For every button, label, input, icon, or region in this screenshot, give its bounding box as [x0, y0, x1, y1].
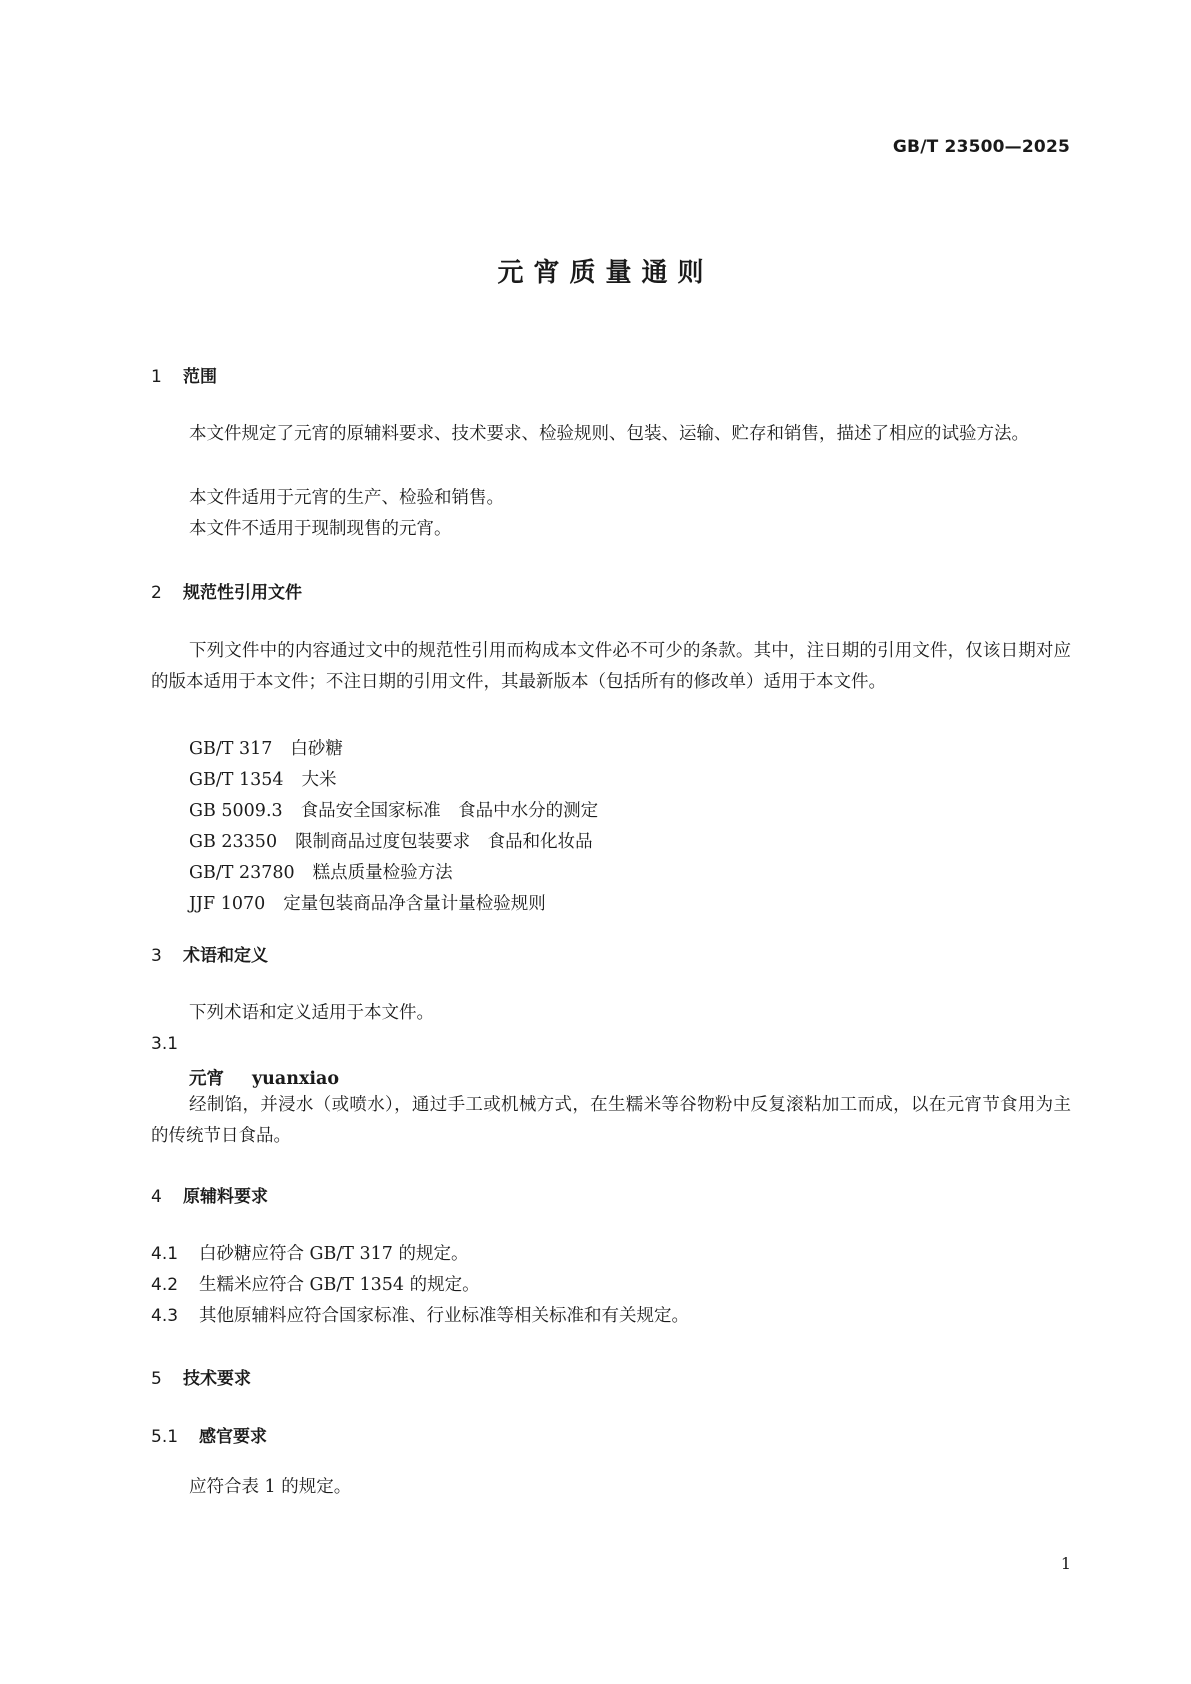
reference-name: 大米 [301, 770, 337, 790]
section-title: 范围 [183, 367, 217, 387]
clause-number: 4.3 [151, 1306, 179, 1326]
section-title: 技术要求 [183, 1369, 251, 1389]
reference-code: GB 23350 [189, 832, 278, 852]
section-3-heading [151, 941, 268, 966]
reference-name: 限制商品过度包装要求 食品和化妆品 [295, 832, 593, 852]
reference-code: GB/T 317 [189, 739, 273, 759]
page-number: 1 [1060, 1554, 1071, 1573]
term-chinese: 元宵 [189, 1069, 224, 1089]
clause [151, 1240, 469, 1265]
reference-code: GB/T 1354 [189, 770, 284, 790]
section-5-heading [151, 1364, 251, 1389]
paragraph: 应符合表 1 的规定。 [189, 1477, 352, 1497]
clause-text: 白砂糖应符合 GB/T 317 的规定。 [199, 1244, 469, 1264]
reference-code: GB/T 23780 [189, 863, 295, 883]
term-entry [189, 1065, 339, 1090]
reference-name: 糕点质量检验方法 [312, 863, 453, 883]
term-number: 3.1 [151, 1034, 179, 1054]
reference-name: 食品安全国家标准 食品中水分的测定 [300, 801, 599, 821]
paragraph: 下列文件中的内容通过文中的规范性引用而构成本文件必不可少的条款。其中，注日期的引用文件，仅该日期对应的版本适用于本文件；不注日期的引用文件，其最新版本（包括所有的修改单）适用于本文件。 [151, 641, 1071, 692]
clause-text: 生糯米应符合 GB/T 1354 的规定。 [199, 1275, 480, 1295]
document-title: 元宵质量通则 [497, 258, 714, 288]
section-number: 3 [151, 946, 162, 966]
section-title: 规范性引用文件 [183, 583, 302, 603]
clause-number: 4.1 [151, 1244, 179, 1264]
section-2-heading [151, 578, 302, 603]
paragraph: 下列术语和定义适用于本文件。 [189, 1003, 434, 1023]
clause-text: 其他原辅料应符合国家标准、行业标准等相关标准和有关规定。 [199, 1306, 689, 1326]
subsection-5-1-heading [151, 1422, 267, 1447]
term-english: yuanxiao [252, 1069, 340, 1089]
reference-item [189, 890, 546, 915]
section-number: 2 [151, 583, 162, 603]
paragraph: 本文件规定了元宵的原辅料要求、技术要求、检验规则、包装、运输、贮存和销售，描述了相应的试验方法。 [189, 424, 1029, 444]
reference-item [189, 766, 337, 791]
section-number: 1 [151, 367, 162, 387]
clause-number: 4.2 [151, 1275, 179, 1295]
reference-item [189, 797, 598, 822]
standard-code: GB/T 23500—2025 [892, 137, 1070, 157]
paragraph: 本文件不适用于现制现售的元宵。 [189, 519, 452, 539]
clause [151, 1302, 689, 1327]
reference-code: JJF 1070 [189, 894, 266, 914]
paragraph: 本文件适用于元宵的生产、检验和销售。 [189, 488, 504, 508]
reference-item [189, 859, 453, 884]
section-title: 术语和定义 [183, 946, 268, 966]
reference-item [189, 828, 593, 853]
reference-name: 白砂糖 [290, 739, 343, 759]
clause [151, 1271, 480, 1296]
section-number: 4 [151, 1187, 162, 1207]
section-4-heading [151, 1182, 268, 1207]
reference-code: GB 5009.3 [189, 801, 283, 821]
section-1-heading [151, 362, 217, 387]
reference-item [189, 735, 343, 760]
term-definition: 经制馅，并浸水（或喷水），通过手工或机械方式，在生糯米等谷物粉中反复滚粘加工而成，以在元宵节食用为主的传统节日食品。 [151, 1095, 1071, 1146]
subsection-title: 感官要求 [199, 1427, 267, 1447]
section-number: 5 [151, 1369, 162, 1389]
subsection-number: 5.1 [151, 1427, 179, 1447]
reference-name: 定量包装商品净含量计量检验规则 [283, 894, 546, 914]
section-title: 原辅料要求 [183, 1187, 268, 1207]
